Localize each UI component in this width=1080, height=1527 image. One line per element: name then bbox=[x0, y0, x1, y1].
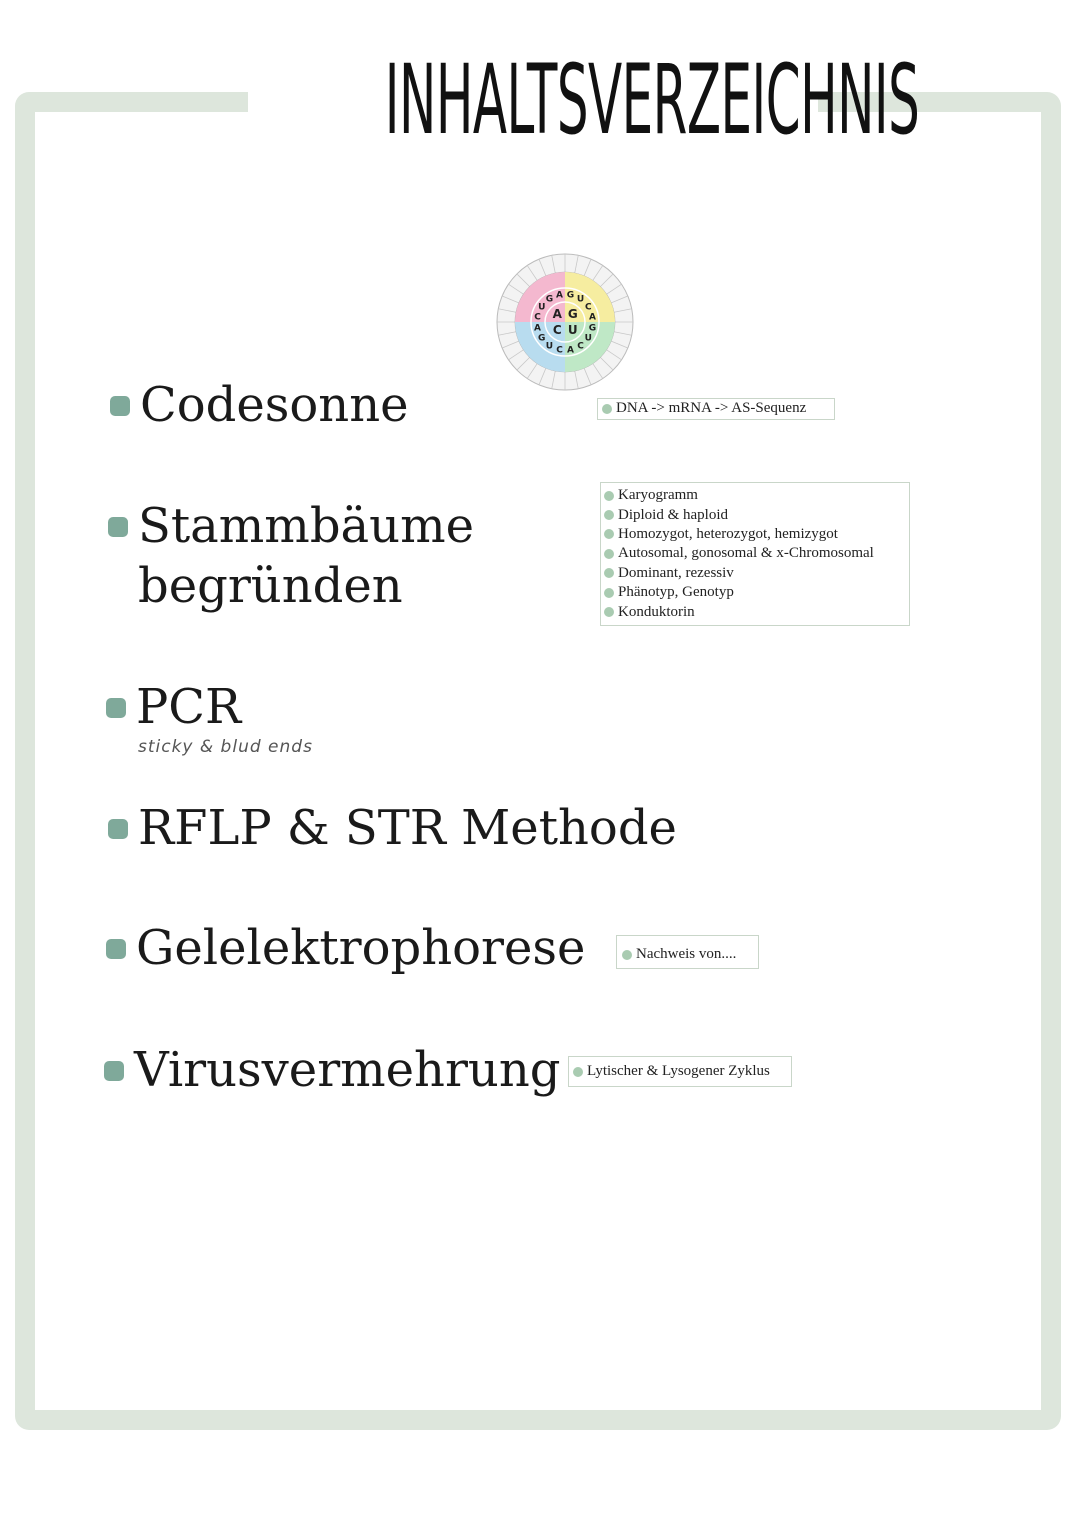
topic-label: Gelelektrophorese bbox=[136, 920, 586, 976]
note-dot-icon bbox=[604, 588, 614, 598]
note-text: DNA -> mRNA -> AS-Sequenz bbox=[616, 400, 807, 417]
code-sun-ring-letter: G bbox=[566, 290, 575, 301]
note-dot-icon bbox=[602, 404, 612, 414]
bullet-icon bbox=[104, 1061, 124, 1081]
note-dot-icon bbox=[604, 529, 614, 539]
code-sun-inner-letter: U bbox=[567, 322, 578, 337]
code-sun-ring-letter: G bbox=[538, 333, 546, 344]
note-item: Autosomal, gonosomal & x-Chromosomal bbox=[618, 545, 874, 562]
topic-label: Codesonne bbox=[140, 377, 409, 433]
note-dot-icon bbox=[604, 607, 614, 617]
note-item: Karyogramm bbox=[618, 487, 698, 504]
bullet-icon bbox=[108, 517, 128, 537]
code-sun-inner-letter: C bbox=[552, 322, 562, 337]
topic-label: Virusvermehrung bbox=[134, 1042, 561, 1098]
note-text: Nachweis von.... bbox=[636, 946, 737, 963]
note-dot-icon bbox=[604, 568, 614, 578]
page-title: INHALTSVERZEICHNIS bbox=[384, 44, 920, 156]
topic-virusvermehrung bbox=[104, 1040, 560, 1100]
bullet-icon bbox=[106, 698, 126, 718]
topic-pcr bbox=[106, 677, 241, 737]
code-sun-ring-letter: U bbox=[538, 302, 546, 313]
note-codesonne bbox=[597, 398, 835, 420]
code-sun-image bbox=[495, 252, 635, 392]
topic-codesonne bbox=[110, 375, 409, 435]
code-sun-ring-letter: G bbox=[588, 323, 597, 334]
topic-label: PCR bbox=[136, 679, 242, 735]
code-sun-ring-letter: C bbox=[534, 312, 541, 323]
note-dot-icon bbox=[604, 510, 614, 520]
topic-label-line2: begründen bbox=[138, 558, 403, 614]
note-item: Dominant, rezessiv bbox=[618, 564, 734, 581]
note-text: Lytischer & Lysogener Zyklus bbox=[587, 1063, 770, 1080]
code-sun-ring-letter: C bbox=[577, 341, 584, 352]
code-sun-ring-letter: C bbox=[584, 302, 592, 313]
note-dot-icon bbox=[573, 1067, 583, 1077]
bullet-icon bbox=[108, 819, 128, 839]
code-sun-ring-letter: A bbox=[588, 312, 596, 323]
code-sun-ring-letter: U bbox=[584, 333, 592, 344]
code-sun-ring-letter: A bbox=[566, 345, 574, 356]
note-item: Konduktorin bbox=[618, 603, 695, 620]
code-sun-ring-letter: A bbox=[534, 323, 542, 334]
note-item: Phänotyp, Genotyp bbox=[618, 584, 734, 601]
topic-stammbaeume bbox=[108, 496, 474, 616]
code-sun-ring-letter: U bbox=[576, 294, 585, 305]
note-stammbaeume bbox=[600, 482, 910, 626]
code-sun-ring-letter: C bbox=[556, 345, 563, 356]
bullet-icon bbox=[110, 396, 130, 416]
topic-label: Stammbäume bbox=[138, 498, 474, 554]
note-item: Diploid & haploid bbox=[618, 506, 728, 523]
note-item: Homozygot, heterozygot, hemizygot bbox=[618, 525, 838, 542]
code-sun-ring-letter: U bbox=[545, 341, 554, 352]
note-dot-icon bbox=[622, 950, 632, 960]
note-virus bbox=[568, 1056, 792, 1087]
note-dot-icon bbox=[604, 491, 614, 501]
bullet-icon bbox=[106, 939, 126, 959]
handwritten-note: sticky & blud ends bbox=[138, 737, 313, 757]
note-dot-icon bbox=[604, 549, 614, 559]
topic-label: RFLP & STR Methode bbox=[138, 800, 677, 856]
topic-rflp bbox=[108, 798, 677, 858]
topic-gelelektrophorese bbox=[106, 918, 585, 978]
code-sun-ring-letter: A bbox=[556, 290, 564, 301]
code-sun-ring-letter: G bbox=[545, 294, 554, 305]
code-sun-inner-letter: A bbox=[552, 307, 562, 322]
code-sun-inner-letter: G bbox=[567, 307, 578, 322]
note-gel bbox=[616, 935, 759, 969]
